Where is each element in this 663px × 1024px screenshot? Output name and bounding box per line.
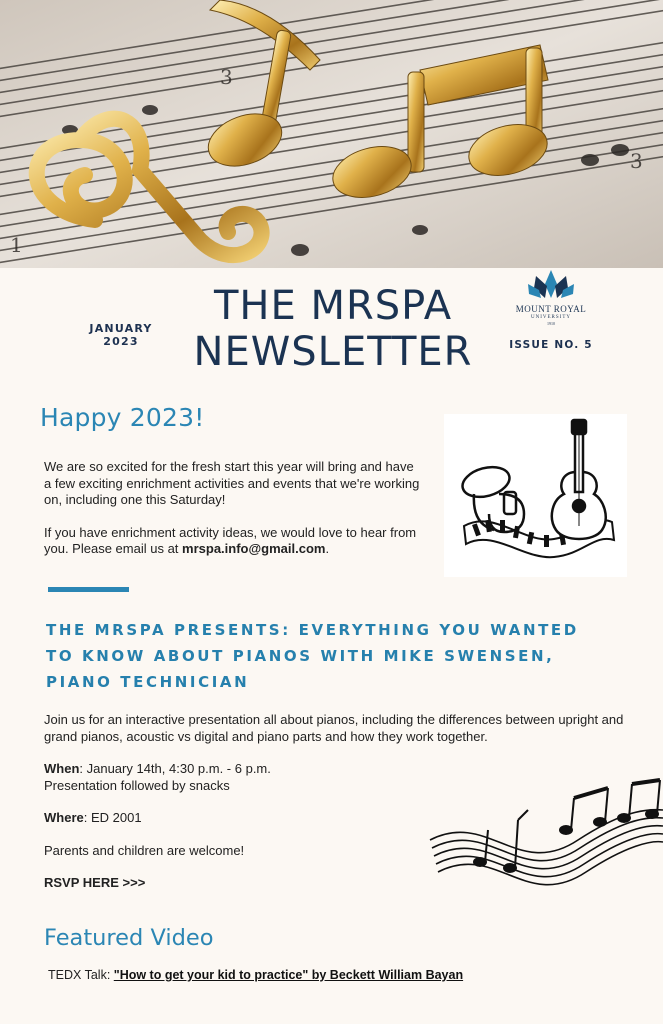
event-description: Join us for an interactive presentation all about pianos, including the differences between upright and grand pianos, acoustic vs digital and piano parts and how they work together. xyxy=(44,712,624,744)
video-link[interactable]: "How to get your kid to practice" by Beckett William Bayan xyxy=(113,968,464,982)
music-notes-icon xyxy=(428,770,663,888)
intro-text xyxy=(44,459,422,574)
issue-number: ISSUE NO. 5 xyxy=(509,339,593,351)
featured-video xyxy=(48,968,463,982)
intro-heading: Happy 2023! xyxy=(40,403,205,432)
title-line-1: THE MRSPA xyxy=(213,283,453,329)
video-prefix: TEDX Talk: xyxy=(48,968,114,982)
hero-image xyxy=(0,0,663,268)
date-year: 2023 xyxy=(103,335,139,348)
university-logo xyxy=(505,270,597,326)
issue-date xyxy=(78,322,164,348)
intro-paragraph-2-prefix: If you have enrichment activity ideas, we would love to hear from you. Please email us at xyxy=(44,524,417,556)
instruments-illustration xyxy=(444,414,627,577)
svg-text:3: 3 xyxy=(630,149,643,173)
newsletter-title xyxy=(172,283,494,375)
section-divider xyxy=(48,587,129,592)
svg-text:1: 1 xyxy=(10,233,23,257)
featured-heading: Featured Video xyxy=(44,925,214,951)
rsvp-link[interactable]: RSVP HERE >>> xyxy=(44,875,146,890)
event-audience: Parents and children are welcome! xyxy=(44,842,245,858)
intro-paragraph-2 xyxy=(44,525,422,558)
logo-name: MOUNT ROYAL xyxy=(515,304,587,314)
intro-paragraph-1: We are so excited for the fresh start this year will bring and have a few exciting enrichment activities and events that we're working on, including one this Saturday! xyxy=(44,459,420,507)
date-month: JANUARY xyxy=(89,322,153,335)
contact-email[interactable]: mrspa.info@gmail.com xyxy=(182,541,326,556)
svg-text:3: 3 xyxy=(220,65,233,89)
when-value: : January 14th, 4:30 p.m. - 6 p.m. xyxy=(79,761,271,776)
intro-paragraph-2-suffix: . xyxy=(325,541,330,556)
where-value: : ED 2001 xyxy=(83,810,142,825)
when-note: Presentation followed by snacks xyxy=(44,777,230,793)
logo-sub: UNIVERSITY xyxy=(531,315,571,320)
when-label: When xyxy=(44,761,80,776)
crown-icon xyxy=(527,270,575,300)
where-label: Where xyxy=(44,810,84,825)
instruments-icon xyxy=(444,414,627,577)
event-title: THE MRSPA PRESENTS: EVERYTHING YOU WANTED TO KNOW ABOUT PIANOS WITH MIKE SWENSEN, PIANO TECHNICIAN xyxy=(46,621,579,691)
sheet-music-illustration xyxy=(0,0,663,268)
title-line-2: NEWSLETTER xyxy=(193,329,473,375)
music-staff-illustration xyxy=(428,770,663,888)
logo-year: 1910 xyxy=(547,321,555,326)
